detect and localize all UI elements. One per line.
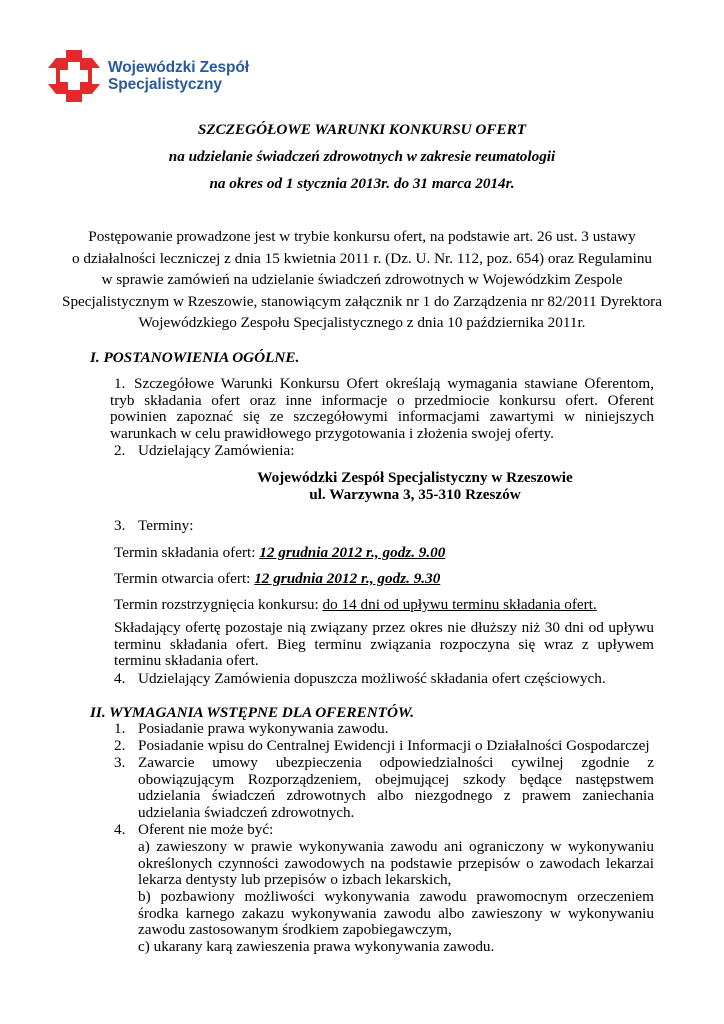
intro-line: Specjalistycznym w Rzeszowie, stanowiącym załącznik nr 1 do Zarządzenia nr 82/2011 Dyrektora: [62, 292, 662, 310]
document-period: na okres od 1 stycznia 2013r. do 31 marca 2014r.: [209, 175, 515, 192]
section-1-item-number: 4.: [114, 670, 126, 687]
logo: [46, 48, 249, 104]
address-line-2: ul. Warzywna 3, 35-310 Rzeszów: [309, 486, 521, 503]
section-1-item-4: Udzielający Zamówienia dopuszcza możliwość składania ofert częściowych.: [138, 670, 606, 687]
intro-line: o działalności leczniczej z dnia 15 kwietnia 2011 r. (Dz. U. Nr. 112, poz. 654) oraz Regulaminu: [71, 249, 653, 267]
section-2-item-4: Oferent nie może być:: [138, 821, 274, 838]
logo-line-2: Specjalistyczny: [108, 76, 222, 93]
intro-line: Postępowanie prowadzone jest w trybie konkursu ofert, na podstawie art. 26 ust. 3 ustawy: [88, 228, 636, 245]
term-value: 12 grudnia 2012 r., godz. 9.00: [259, 544, 446, 561]
section-1-item-3: Terminy:: [138, 517, 194, 534]
term-value: 12 grudnia 2012 r., godz. 9.30: [254, 570, 441, 587]
intro-line: Wojewódzkiego Zespołu Specjalistycznego z dnia 10 października 2011r.: [138, 314, 586, 331]
section-1-item-2: Udzielający Zamówienia:: [138, 442, 295, 459]
section-2-item-2: Posiadanie wpisu do Centralnej Ewidencji i Informacji o Działalności Gospodarczej: [138, 737, 650, 754]
section-1-item-1: Szczegółowe Warunki Konkursu Ofert określają wymagania stawiane Oferentom, tryb składania ofert oraz inne informacje o przedmiocie konkursu ofert. Oferent powinien zapoznać się ze szczegółowymi informacjami zawartymi w niniejszych warunkach w celu prawidłowego przygotowania i złożenia swojej oferty.: [110, 375, 654, 442]
logo-line-1: Wojewódzki Zespół: [108, 59, 249, 76]
logo-text: [108, 59, 249, 93]
section-2-item-number: 2.: [114, 737, 126, 754]
sub-item-c: c) ukarany karą zawieszenia prawa wykonywania zawodu.: [138, 938, 495, 955]
document-subtitle: na udzielanie świadczeń zdrowotnych w zakresie reumatologii: [168, 148, 556, 165]
section-1-heading: I. POSTANOWIENIA OGÓLNE.: [90, 349, 300, 366]
term-label: Termin otwarcia ofert:: [114, 570, 255, 587]
section-2-item-number: 4.: [114, 821, 126, 838]
term-value: do 14 dni od upływu terminu składania ofert.: [322, 596, 597, 613]
term-resolution: [114, 597, 597, 614]
term-label: Termin rozstrzygnięcia konkursu:: [114, 596, 323, 613]
sub-item-a: a) zawieszony w prawie wykonywania zawodu ani ograniczony w wykonywaniu określonych czynności zawodowych na podstawie przepisów o zawodach lekarzai lekarza dentysty lub przepisów o izbach lekarskich,: [138, 838, 654, 888]
term-label: Termin składania ofert:: [114, 544, 260, 561]
section-1-item-number: 1.: [114, 375, 126, 392]
section-2-item-number: 3.: [114, 754, 126, 771]
term-opening: [114, 571, 440, 588]
section-1-item-number: 2.: [114, 442, 126, 459]
cross-arrows-icon: [46, 48, 102, 104]
section-2-item-number: 1.: [114, 720, 126, 737]
address-line-1: Wojewódzki Zespół Specjalistyczny w Rzeszowie: [257, 469, 573, 486]
intro-line: w sprawie zamówień na udzielanie świadczeń zdrowotnych w Wojewódzkim Zespole: [101, 271, 623, 288]
section-1-item-number: 3.: [114, 517, 126, 534]
term-submission: [114, 545, 445, 562]
document-title: SZCZEGÓŁOWE WARUNKI KONKURSU OFERT: [197, 121, 527, 138]
section-2-heading: II. WYMAGANIA WSTĘPNE DLA OFERENTÓW.: [90, 704, 415, 721]
intro-paragraph: [0, 226, 724, 334]
sub-item-b: b) pozbawiony możliwości wykonywania zawodu prawomocnym orzeczeniem środka karnego zakazu wykonywania zawodu albo zawieszony w wykonywaniu zawodu zastosowanym środkiem zapobiegawczym,: [138, 888, 654, 938]
section-2-item-3: Zawarcie umowy ubezpieczenia odpowiedzialności cywilnej zgodnie z obowiązującym Rozporządzeniem, obejmującej szkody będące następstwem udzielania świadczeń zdrowotnych albo niezgodnego z prawem zaniechania udzielania świadczeń zdrowotnych.: [138, 754, 654, 821]
section-2-item-1: Posiadanie prawa wykonywania zawodu.: [138, 720, 389, 737]
binding-period-text: Składający ofertę pozostaje nią związany przez okres nie dłuższy niż 30 dni od upływu terminu składania ofert. Bieg terminu związania rozpoczyna się wraz z upływem terminu składania ofert.: [114, 619, 654, 669]
